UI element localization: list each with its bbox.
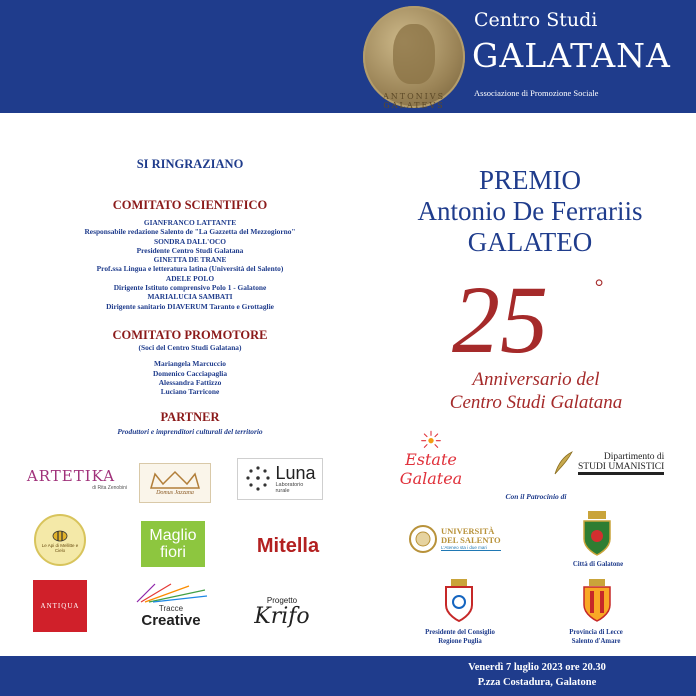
committee-line: Responsabile redazione Salento de "La Gazzetta del Mezzogiorno" <box>84 227 296 237</box>
university-seal-icon <box>408 524 438 554</box>
unisalento-motto: L'Ateneo sta i due mari <box>441 545 501 551</box>
logo-antiqua <box>33 580 87 632</box>
artetika-sub: di Rita Zenobini <box>92 485 127 491</box>
dots-circle-icon <box>244 465 272 493</box>
promoter-list <box>20 359 360 396</box>
committee-line: Presidente Centro Studi Galatana <box>136 245 244 255</box>
luna-text: Luna <box>275 463 316 483</box>
anniversary-line-1: Anniversario del <box>472 369 600 390</box>
antiqua-text: ANTIQUA <box>40 602 80 610</box>
dipartimento-line-2: STUDI UMANISTICI <box>578 462 664 475</box>
anniversary-degree: ° <box>594 274 603 299</box>
maglio-text: Maglio <box>149 527 197 544</box>
logo-artetika <box>15 462 127 496</box>
promoter-line: Domenico Cacciapaglia <box>152 368 228 378</box>
partner-subtitle: Produttori e imprenditori culturali del territorio <box>117 427 263 437</box>
province-crest-icon <box>580 577 614 623</box>
award-premio: PREMIO <box>478 165 581 195</box>
logo-unisalento <box>408 518 504 560</box>
promoter-line: Mariangela Marcuccio <box>154 359 226 369</box>
anniversary-caption <box>378 368 694 414</box>
promoter-line: Alessandra Fattizzo <box>158 377 222 387</box>
region-crest-icon <box>442 577 476 623</box>
krifo-text: Krifo <box>254 603 310 629</box>
galatone-crest <box>579 508 615 558</box>
logo-luna <box>237 458 323 500</box>
province-line-1: Provincia di Lecce <box>569 629 623 636</box>
event-date: Venerdì 7 luglio 2023 ore 20.30 <box>468 662 606 673</box>
promoter-committee-title: COMITATO PROMOTORE <box>112 327 268 342</box>
portrait-icon <box>393 24 435 84</box>
bee-icon <box>49 527 71 543</box>
logo-maglio-fiori <box>141 521 205 567</box>
logo-bee <box>34 514 86 566</box>
galateo-medal <box>363 6 465 108</box>
award-galateo: GALATEO <box>467 227 593 257</box>
committee-line: MARIALUCIA SAMBATI <box>147 292 233 302</box>
org-name-small: Centro Studi <box>474 9 598 31</box>
org-subtitle: Associazione di Promozione Sociale <box>474 88 599 98</box>
left-column <box>20 150 360 437</box>
committee-line: GIANFRANCO LATTANTE <box>143 218 237 227</box>
unisalento-line-2: DEL SALENTO <box>441 535 501 545</box>
logo-estate-galatea <box>376 430 486 488</box>
anniversary-number: 25 <box>452 266 548 373</box>
region-line-2: Regione Puglia <box>438 638 482 645</box>
logo-tracce-creative <box>126 575 216 635</box>
domus-text: Domus Jazzana <box>156 490 194 496</box>
scientific-committee-list <box>20 218 360 311</box>
committee-line: SONDRA DALL'OCO <box>153 236 227 246</box>
tracce-text: Tracce <box>158 604 184 613</box>
creative-text: Creative <box>141 612 201 629</box>
org-name-big: GALATANA <box>472 36 671 75</box>
logo-dipartimento <box>552 440 674 486</box>
krifo-project-text: Progetto <box>266 595 298 605</box>
committee-line: GINETTA DE TRANE <box>153 255 227 265</box>
mitella-text: Mitella <box>256 534 320 557</box>
estate-text: Estate Galatea <box>399 450 463 488</box>
galatone-caption: Città di Galatone <box>572 561 624 568</box>
anniversary-line-2: Centro Studi Galatana <box>449 392 623 413</box>
logo-krifo <box>240 588 324 636</box>
partner-title: PARTNER <box>160 410 220 425</box>
dipartimento-line-1: Dipartimento di <box>603 451 665 462</box>
promoter-subtitle: (Soci del Centro Studi Galatana) <box>138 342 242 352</box>
patronage-label: Con il Patrocinio di <box>505 492 567 501</box>
region-caption <box>410 628 510 646</box>
province-line-2: Salento d'Amare <box>571 638 621 645</box>
scientific-committee-title: COMITATO SCIENTIFICO <box>112 198 268 212</box>
lecce-crest <box>579 576 615 624</box>
quill-icon <box>552 450 574 476</box>
logo-mitella <box>240 532 336 560</box>
sun-icon <box>415 430 447 450</box>
award-title-block <box>370 165 690 258</box>
event-place: P.zza Costadura, Galatone <box>477 677 597 688</box>
crown-icon <box>147 470 203 490</box>
region-line-1: Presidente del Consiglio <box>425 629 495 636</box>
committee-line: Dirigente Istituto comprensivo Polo 1 - Galatone <box>113 283 267 293</box>
province-caption <box>556 628 636 646</box>
unisalento-line-1: UNIVERSITÀ <box>441 526 495 536</box>
luna-sub: Laboratorio rurale <box>275 482 304 494</box>
promoter-line: Luciano Tarricone <box>160 387 220 397</box>
color-rays-icon <box>131 582 211 604</box>
committee-line: Prof.ssa Lingua e letteratura latina (Università del Salento) <box>96 264 284 274</box>
puglia-crest <box>441 576 477 624</box>
bee-text: Le Api di Mellitte e Cielo <box>41 543 79 553</box>
artetika-text: ARTETIKA <box>26 467 116 485</box>
logo-domus <box>139 463 211 503</box>
committee-line: Dirigente sanitario DIAVERUM Taranto e Grottaglie <box>106 301 274 311</box>
award-name: Antonio De Ferrariis <box>417 196 643 226</box>
medal-inscription: ANTONIVS GALATEVS <box>382 92 446 110</box>
thanks-heading: SI RINGRAZIANO <box>136 157 244 171</box>
committee-line: ADELE POLO <box>165 273 215 283</box>
event-info <box>378 660 696 690</box>
city-crest-icon <box>580 509 614 557</box>
fiori-text: fiori <box>160 544 186 561</box>
